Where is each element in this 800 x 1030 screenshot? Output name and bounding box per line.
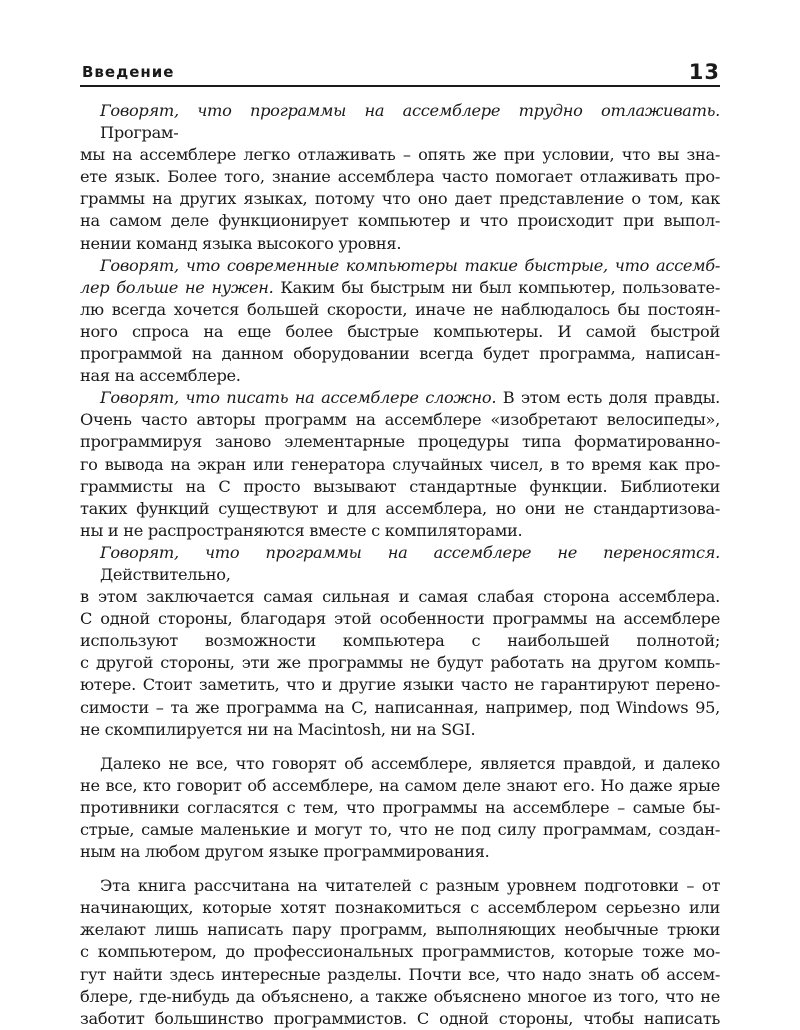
- paragraph-spacer: [80, 863, 720, 875]
- italic-lead: Говорят, что программы на ассемблере трудно отлаживать.: [100, 101, 720, 120]
- text-line: ного спроса на еще более быстрые компьютеры. И самой быстрой: [80, 321, 720, 341]
- text-line: не все, кто говорит об ассемблере, на самом деле знают его. Но даже ярые: [80, 775, 720, 795]
- text-line: гут найти здесь интересные разделы. Почти все, что надо знать об ассем-: [80, 964, 720, 984]
- body-text: [80, 100, 720, 1030]
- text-line: граммисты на C просто вызывают стандартные функции. Библиотеки: [80, 476, 720, 496]
- text-line: лю всегда хочется большей скорости, иначе не наблюдалось бы постоян-: [80, 299, 720, 319]
- text-line: С одной стороны, благодаря этой особенности программы на ассемблере: [80, 609, 720, 629]
- text-line: ны и не распространяются вместе с компиляторами.: [80, 520, 523, 540]
- text-line: ная на ассемблере.: [80, 366, 241, 386]
- text-line: Далеко не все, что говорят об ассемблере, является правдой, и далеко: [100, 753, 720, 773]
- paragraph-portability: [80, 542, 720, 741]
- italic-lead: Говорят, что современные компьютеры такие быстрые, что ассемб-: [100, 255, 720, 275]
- paragraph-truth: [80, 753, 720, 863]
- section-title: Введение: [82, 63, 175, 81]
- text-line: [80, 255, 720, 277]
- paragraph-debugging: [80, 100, 720, 255]
- paragraph-speed: [80, 255, 720, 388]
- text-line: в этом заключается самая сильная и самая слабая сторона ассемблера.: [80, 587, 720, 607]
- paragraph-difficulty: [80, 387, 720, 542]
- text-line: Говорят, что программы на ассемблере не переносятся. Действительно,: [100, 542, 720, 584]
- text-line: таких функций существуют и для ассемблера, но они не стандартизова-: [80, 498, 720, 518]
- text-line: блере, где-нибудь да объяснено, а также объяснено многое из того, что не: [80, 986, 720, 1006]
- italic-lead: Говорят, что программы на ассемблере не переносятся.: [100, 542, 720, 562]
- text-line: симости – та же программа на C, написанная, например, под Windows 95,: [80, 697, 720, 717]
- page-number: 13: [688, 60, 720, 84]
- text-line: мы на ассемблере легко отлаживать – опять же при условии, что вы зна-: [80, 145, 720, 165]
- text-line: желают лишь написать пару программ, выполняющих необычные трюки: [80, 920, 720, 940]
- italic-lead: Говорят, что писать на ассемблере сложно.: [100, 388, 497, 408]
- text-line: с компьютером, до профессиональных программистов, которые тоже мо-: [80, 942, 720, 962]
- text-line: лер больше не нужен. Каким бы быстрым ни был компьютер, пользовате-: [80, 277, 721, 297]
- text-line: нении команд языка высокого уровня.: [80, 233, 402, 253]
- text-line: Эта книга рассчитана на читателей с разным уровнем подготовки – от: [100, 876, 720, 896]
- text-line: Говорят, что писать на ассемблере сложно. В этом есть доля правды.: [100, 388, 720, 408]
- text-line: программируя заново элементарные процедуры типа форматированно-: [80, 432, 720, 452]
- text-line: на самом деле функционирует компьютер и что происходит при выпол-: [80, 211, 720, 231]
- text-line: Говорят, что программы на ассемблере трудно отлаживать. Програм-: [100, 101, 720, 143]
- text-line: стрые, самые маленькие и могут то, что не под силу программам, создан-: [80, 820, 720, 839]
- text-line: используют возможности компьютера с наибольшей полнотой;: [80, 631, 720, 651]
- text-line: не скомпилируется ни на Macintosh, ни на SGI.: [80, 719, 476, 739]
- running-header: [80, 58, 720, 87]
- text-line: программой на данном оборудовании всегда будет программа, написан-: [80, 344, 720, 364]
- text-line: заботит большинство программистов. С одной стороны, чтобы написать: [80, 1008, 720, 1028]
- text-line: противники согласятся с тем, что программы на ассемблере – самые бы-: [80, 797, 720, 817]
- text-line: ете язык. Более того, знание ассемблера часто помогает отлаживать про-: [80, 167, 720, 187]
- italic-lead: лер больше не нужен.: [80, 277, 274, 297]
- text-line: Очень часто авторы программ на ассемблере «изобретают велосипеды»,: [80, 410, 720, 430]
- text-line: начинающих, которые хотят познакомиться с ассемблером серьезно или: [80, 898, 720, 918]
- text-line: ютере. Стоит заметить, что и другие языки часто не гарантируют перено-: [80, 675, 720, 695]
- text-line: го вывода на экран или генератора случайных чисел, в то время как про-: [80, 454, 720, 474]
- text-line: ным на любом другом языке программирования.: [80, 842, 490, 862]
- text-line: граммы на других языках, потому что оно дает представление о том, как: [80, 189, 720, 209]
- text-line: с другой стороны, эти же программы не будут работать на другом компь-: [80, 653, 720, 673]
- paragraph-spacer: [80, 741, 720, 753]
- paragraph-audience: [80, 875, 720, 1030]
